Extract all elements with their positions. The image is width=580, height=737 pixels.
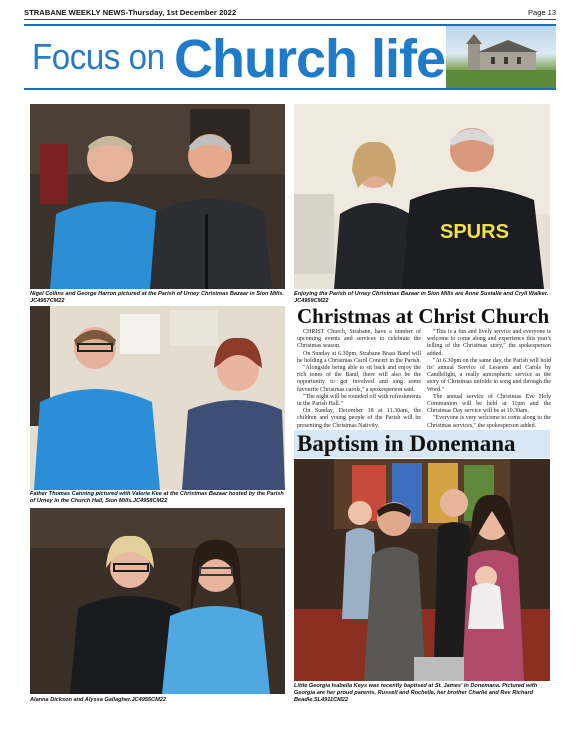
christmas-column-2 [427,329,551,430]
banner-title: Church life [174,29,446,89]
banner-focus-text: Focus on [32,36,165,77]
article-paragraph: On Sunday at 6.30pm, Strabane Brass Band will be holding a Christmas Carol Concert in the Parish. [297,350,421,364]
article-paragraph: "Everyone is very welcome to come along to the Christmas services," the spokesperson added. [427,415,551,429]
caption-photo2: Enjoying the Parish of Urney Christmas Bazaar in Sion Mills are Anne Sustalle and Cryil Walker. JC4959CM22 [294,291,549,304]
hoodie-text: SPURS [440,221,509,243]
caption-photo3: Father Thomas Canning pictured with Valerie Kee at the Christmas Bazaar hosted by the Parish of Urney in the Church Hall, Sion Mills.JC4958CM22 [30,491,284,504]
article-paragraph: The annual service of Christmas Eve Holy Communion will be held at 11pm and the Christmas Day service will be at 10.30am. [427,393,551,415]
page-number: Page 13 [528,8,556,17]
article-paragraph: "This is a fun and lively service and everyone is welcome to come along and experience this year's telling of the Christmas story," the spokesperson added. [427,329,551,357]
article-paragraph: "At 6.30pm on the same day, the Parish will hold its' annual Service of Lessons and Carols by Candlelight, a really atmospheric service as the story of Christmas unfolds in song and through the Word." [427,357,551,393]
christmas-headline: Christmas at Christ Church [297,304,550,328]
masthead: STRABANE WEEKLY NEWS-Thursday, 1st December 2022 [24,8,237,17]
section-banner [24,24,556,90]
photo-baptism [294,459,550,681]
photo-collins-harron [30,104,285,289]
photo-canning-kee [30,306,285,490]
photo-sustalle-walker [294,104,550,289]
article-paragraph: "Alongside being able to sit back and enjoy the rich tones of the Band, there will also be the opportunity to get involved and sing some favourite Christmas carols," a spokesperson said. [297,365,421,393]
article-paragraph: On Sunday, December 18 at 11.30am, the children and young people of the Parish will be presenting the Christmas Nativity. [297,408,421,429]
baptism-headline: Baptism in Donemana [297,431,516,456]
caption-photo1: Nigel Collins and George Harron pictured at the Parish of Urney Christmas Bazaar in Sion Mills. JC4957CM22 [30,291,284,304]
header-rule [24,19,556,20]
article-paragraph: "The night will be rounded off with refreshments in the Parish Hall." [297,393,421,408]
article-paragraph: CHRIST Church, Strabane, have a number of upcoming events and services to celebrate the Christmas season. [297,329,421,350]
banner-church-photo [446,26,556,88]
caption-photo4: Alanna Dickson and Alyssa Gallagher.JC4955CM22 [30,697,166,703]
caption-photo5: Little Georgia Isabella Keys was recently baptised at St. James' in Donemana. Pictured with Georgia are her proud parents, Russell and Rochelle, her brother Charlie and Rev Richard Beadle.SL4911CM22 [294,683,538,703]
christmas-column-1 [297,329,421,430]
photo-dickson-gallagher [30,508,285,694]
